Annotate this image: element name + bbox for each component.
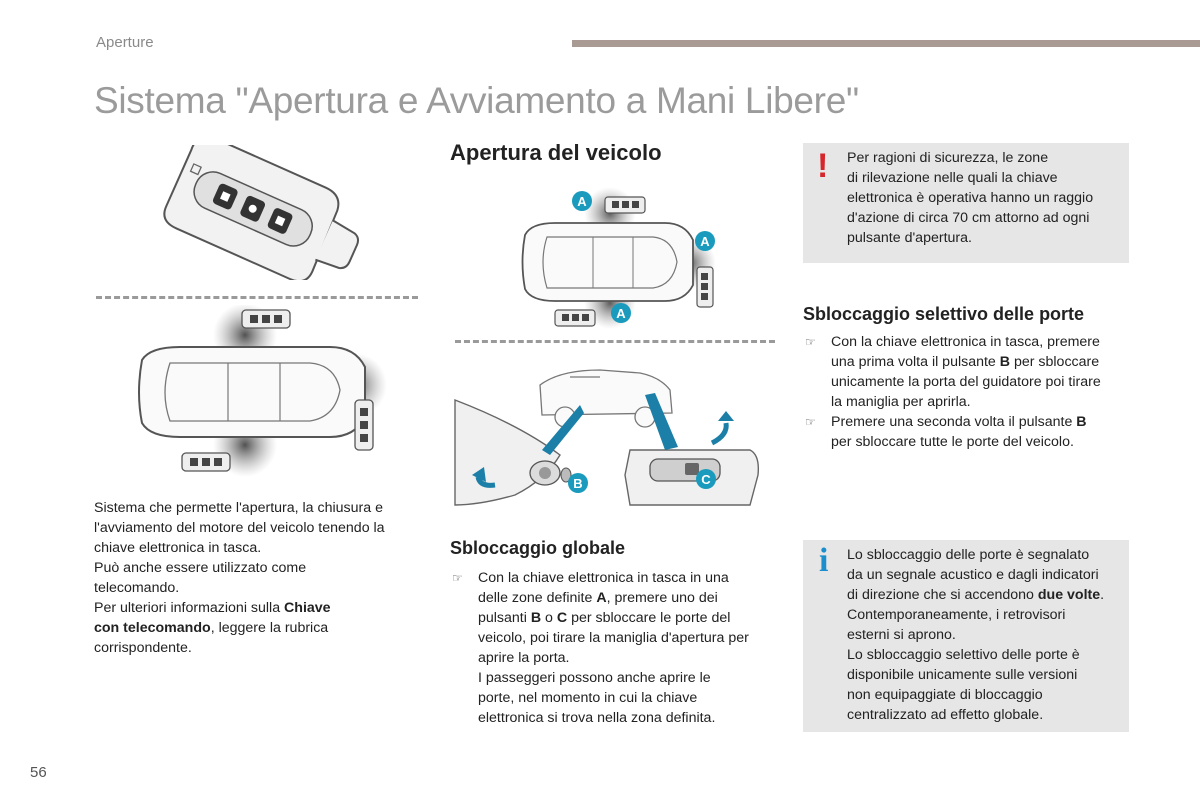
info-line: di direzione che si accendono due volte. <box>847 587 1105 603</box>
list-item <box>803 332 1133 412</box>
svg-text:A: A <box>577 194 587 209</box>
zone-marker-a <box>611 303 631 323</box>
bullet-line: una prima volta il pulsante B per sbloccare <box>831 354 1100 370</box>
global-unlock-text <box>450 568 785 728</box>
info-line: non equipaggiate di bloccaggio <box>847 687 1043 703</box>
intro-description <box>94 498 424 658</box>
intro-line: l'avviamento del motore del veicolo tenendo la <box>94 520 385 536</box>
intro-line: telecomando. <box>94 580 180 596</box>
bullet-icon: ☞ <box>805 415 816 429</box>
svg-text:A: A <box>616 306 626 321</box>
info-line: disponibile unicamente sulle versioni <box>847 667 1078 683</box>
intro-line: chiave elettronica in tasca. <box>94 540 262 556</box>
bullet-line: veicolo, poi tirare la maniglia d'apertura per <box>478 630 749 646</box>
page-number: 56 <box>30 764 47 781</box>
bullet-line: porte, nel momento in cui la chiave <box>478 690 698 706</box>
more-info-line: corrispondente. <box>94 640 192 656</box>
dashed-separator <box>455 340 775 343</box>
bullet-line: la maniglia per aprirla. <box>831 394 971 410</box>
intro-line: Può anche essere utilizzato come <box>94 560 307 576</box>
info-line: da un segnale acustico e dagli indicatori <box>847 567 1099 583</box>
bullet-line: per sbloccare tutte le porte del veicolo. <box>831 434 1074 450</box>
button-c-marker <box>696 469 716 489</box>
info-icon: i <box>819 542 829 579</box>
warning-icon: ! <box>817 147 829 185</box>
list-item <box>450 568 785 728</box>
warning-line: Per ragioni di sicurezza, le zone <box>847 150 1049 166</box>
info-line: Contemporaneamente, i retrovisori <box>847 607 1066 623</box>
info-note <box>803 540 1129 732</box>
top-view-car-detection-zones <box>120 305 420 490</box>
bullet-icon: ☞ <box>805 335 816 349</box>
dashed-separator <box>96 296 418 299</box>
bullet-line: Con la chiave elettronica in tasca in una <box>478 570 729 586</box>
info-line: Lo sbloccaggio delle porte è segnalato <box>847 547 1090 563</box>
more-info-prefix: Per ulteriori informazioni sulla <box>94 600 285 616</box>
bullet-line: unicamente la porta del guidatore poi tirare <box>831 374 1101 390</box>
svg-text:A: A <box>700 234 710 249</box>
info-line: centralizzato ad effetto globale. <box>847 707 1044 723</box>
button-b-marker <box>568 473 588 493</box>
warning-note <box>803 143 1129 263</box>
info-line: esterni si aprono. <box>847 627 956 643</box>
svg-text:B: B <box>573 476 583 491</box>
heading-apertura-veicolo: Apertura del veicolo <box>450 140 662 165</box>
bullet-line: Premere una seconda volta il pulsante B <box>831 414 1087 430</box>
heading-sbloccaggio-globale: Sbloccaggio globale <box>450 538 626 558</box>
svg-text:C: C <box>701 472 711 487</box>
bullet-line: elettronica si trova nella zona definita. <box>478 710 716 726</box>
info-text <box>847 545 1127 725</box>
warning-line: d'azione di circa 70 cm attorno ad ogni <box>847 210 1090 226</box>
door-handle-buttons-illustration <box>450 355 780 525</box>
warning-line: elettronica è operativa hanno un raggio <box>847 190 1094 206</box>
bullet-line: aprire la porta. <box>478 650 570 666</box>
telecomando-link: con telecomando <box>94 620 211 636</box>
warning-line: di rilevazione nelle quali la chiave <box>847 170 1058 186</box>
chiave-link: Chiave <box>284 600 331 616</box>
more-info-suffix: , leggere la rubrica <box>210 620 329 636</box>
bullet-line: pulsanti B o C per sbloccare le porte del <box>478 610 731 626</box>
more-info-line <box>94 618 424 638</box>
bullet-line: Con la chiave elettronica in tasca, premere <box>831 334 1100 350</box>
selective-bullet-list <box>803 332 1133 452</box>
more-info-line <box>94 598 424 618</box>
warning-line: pulsante d'apertura. <box>847 230 972 246</box>
key-fob-illustration <box>150 145 370 280</box>
heading-sbloccaggio-selettivo: Sbloccaggio selettivo delle porte <box>803 304 1085 324</box>
bullet-line: delle zone definite A, premere uno dei <box>478 590 718 606</box>
warning-text <box>847 148 1127 248</box>
selective-unlock-text <box>803 332 1133 452</box>
intro-line: Sistema che permette l'apertura, la chiusura e <box>94 500 383 516</box>
bullet-line: I passeggeri possono anche aprire le <box>478 670 711 686</box>
bullet-icon: ☞ <box>452 571 463 585</box>
zone-marker-a <box>695 231 715 251</box>
top-view-car-zones-a <box>505 185 730 335</box>
header-rule <box>572 40 1200 47</box>
zone-marker-a <box>572 191 592 211</box>
info-line: Lo sbloccaggio selettivo delle porte è <box>847 647 1080 663</box>
page-title: Sistema "Apertura e Avviamento a Mani Libere" <box>94 80 859 121</box>
list-item <box>803 412 1133 452</box>
section-label: Aperture <box>96 34 154 51</box>
global-bullet-list <box>450 568 785 728</box>
